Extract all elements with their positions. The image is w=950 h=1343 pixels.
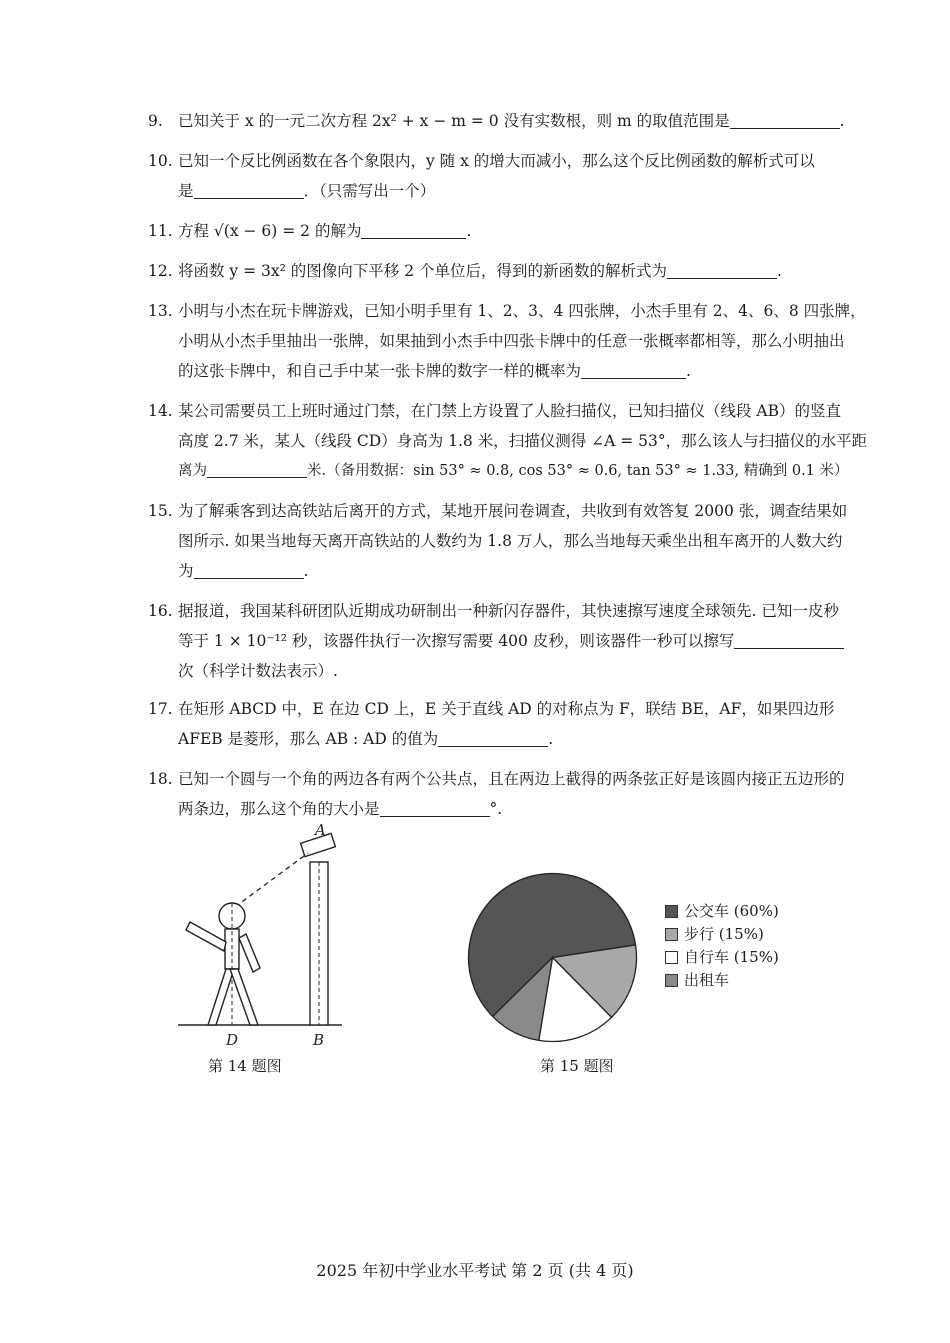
- figure-14-caption: 第 14 题图: [208, 1057, 282, 1075]
- question-12: [148, 256, 863, 286]
- answer-blank[interactable]: [194, 180, 304, 199]
- question-text: ．（只需写出一个）: [303, 182, 436, 200]
- question-text: 在矩形 ABCD 中，E 在边 CD 上，E 关于直线 AD 的对称点为 F，联结 BE，AF，如果四边形: [178, 700, 835, 718]
- question-17: [148, 694, 863, 754]
- question-text: 已知关于 x 的一元二次方程 2x² + x − m = 0 没有实数根，则 m 的取值范围是: [178, 112, 730, 130]
- question-number: 12.: [148, 262, 173, 280]
- question-text: 图所示. 如果当地每天离开高铁站的人数约为 1.8 万人，那么当地每天乘坐出租车离开的人数大约: [178, 532, 843, 550]
- legend-label: 自行车 (15%): [684, 948, 779, 966]
- answer-blank[interactable]: [207, 459, 307, 478]
- legend-item: [665, 946, 779, 969]
- question-number: 10.: [148, 152, 173, 170]
- question-number: 15.: [148, 502, 173, 520]
- answer-blank[interactable]: [581, 360, 686, 379]
- question-text: 两条边，那么这个角的大小是: [178, 800, 380, 818]
- legend-swatch: [665, 951, 678, 964]
- question-18: [148, 764, 863, 824]
- person-arm-right: [239, 934, 260, 972]
- answer-blank[interactable]: [194, 560, 304, 579]
- question-text: 为: [178, 562, 194, 580]
- label-d: D: [226, 1031, 239, 1049]
- question-13: [148, 296, 866, 386]
- legend-swatch: [665, 928, 678, 941]
- legend-item: [665, 923, 779, 946]
- answer-blank[interactable]: [380, 798, 490, 817]
- question-number: 11.: [148, 222, 173, 240]
- question-text: °.: [489, 800, 503, 818]
- question-text: 已知一个圆与一个角的两边各有两个公共点，且在两边上截得的两条弦正好是该圆内接正五边形的: [178, 770, 845, 788]
- question-number: 9.: [148, 112, 163, 130]
- legend-swatch: [665, 974, 678, 987]
- label-b: B: [313, 1031, 325, 1049]
- legend-item: [665, 900, 779, 923]
- answer-blank[interactable]: [734, 630, 844, 649]
- page-footer: 2025 年初中学业水平考试 第 2 页 (共 4 页): [316, 1261, 634, 1280]
- sight-line: [235, 853, 308, 907]
- question-text: AFEB 是菱形，那么 AB : AD 的值为: [178, 730, 439, 748]
- question-text: 是: [178, 182, 194, 200]
- question-text: 为了解乘客到达高铁站后离开的方式，某地开展问卷调查，共收到有效答复 2000 张，调查结果如: [178, 502, 848, 520]
- question-14: [148, 396, 868, 486]
- question-number: 18.: [148, 770, 173, 788]
- question-text: 将函数 y = 3x² 的图像向下平移 2 个单位后，得到的新函数的解析式为: [178, 262, 667, 280]
- person-leg-right: [230, 969, 258, 1025]
- question-text: .: [466, 222, 472, 240]
- question-text: 小明从小杰手里抽出一张牌，如果抽到小杰手中四张卡牌中的任意一张概率都相等，那么小明抽出: [178, 332, 845, 350]
- question-text: 等于 1 × 10⁻¹² 秒，该器件执行一次擦写需要 400 皮秒，则该器件一秒可以擦写: [178, 632, 735, 650]
- question-11: [148, 216, 863, 246]
- question-9: [148, 106, 863, 136]
- person-leg-left: [208, 969, 234, 1025]
- answer-blank[interactable]: [667, 260, 777, 279]
- question-16: [148, 596, 863, 686]
- question-text: 的这张卡牌中，和自己手中某一张卡牌的数字一样的概率为: [178, 362, 582, 380]
- question-number: 14.: [148, 402, 173, 420]
- pie-legend: [665, 900, 779, 992]
- answer-blank[interactable]: [361, 220, 466, 239]
- legend-swatch: [665, 905, 678, 918]
- legend-label: 出租车: [684, 971, 730, 989]
- question-text: 已知一个反比例函数在各个象限内，y 随 x 的增大而减小，那么这个反比例函数的解析式可以: [178, 152, 815, 170]
- question-number: 16.: [148, 602, 173, 620]
- question-text: .: [777, 262, 782, 280]
- figure-15-caption: 第 15 题图: [540, 1057, 614, 1075]
- question-text: .: [548, 730, 554, 748]
- figure-14-diagram: [170, 820, 360, 1055]
- pie-chart: [465, 870, 640, 1045]
- question-text: .: [303, 562, 309, 580]
- legend-label: 公交车 (60%): [684, 902, 779, 920]
- answer-blank[interactable]: [730, 110, 840, 129]
- question-10: [148, 146, 863, 206]
- answer-blank[interactable]: [438, 728, 548, 747]
- question-text: 方程 √(x − 6) = 2 的解为: [178, 222, 362, 240]
- question-text: 离为: [178, 463, 207, 479]
- question-text: .: [686, 362, 691, 380]
- question-text: 高度 2.7 米，某人（线段 CD）身高为 1.8 米，扫描仪测得 ∠A = 53°，那么该人与扫描仪的水平距: [178, 432, 868, 450]
- question-15: [148, 496, 863, 586]
- legend-item: [665, 969, 779, 992]
- legend-label: 步行 (15%): [684, 925, 764, 943]
- question-text: 米.（备用数据：sin 53° ≈ 0.8, cos 53° ≈ 0.6, tan 53° ≈ 1.33, 精确到 0.1 米）: [307, 463, 849, 479]
- question-text: 小明与小杰在玩卡牌游戏，已知小明手里有 1、2、3、4 四张牌，小杰手里有 2、4、6、8 四张牌，: [178, 302, 866, 320]
- question-text: .: [839, 112, 845, 130]
- question-text: 次（科学计数法表示）.: [178, 662, 338, 680]
- question-number: 13.: [148, 302, 173, 320]
- label-a: A: [315, 821, 326, 839]
- question-number: 17.: [148, 700, 173, 718]
- person-arm-left: [186, 922, 226, 951]
- question-text: 据报道，我国某科研团队近期成功研制出一种新闪存器件，其快速擦写速度全球领先. 已知一皮秒: [178, 602, 839, 620]
- question-text: 某公司需要员工上班时通过门禁，在门禁上方设置了人脸扫描仪，已知扫描仪（线段 AB）的竖直: [178, 402, 842, 420]
